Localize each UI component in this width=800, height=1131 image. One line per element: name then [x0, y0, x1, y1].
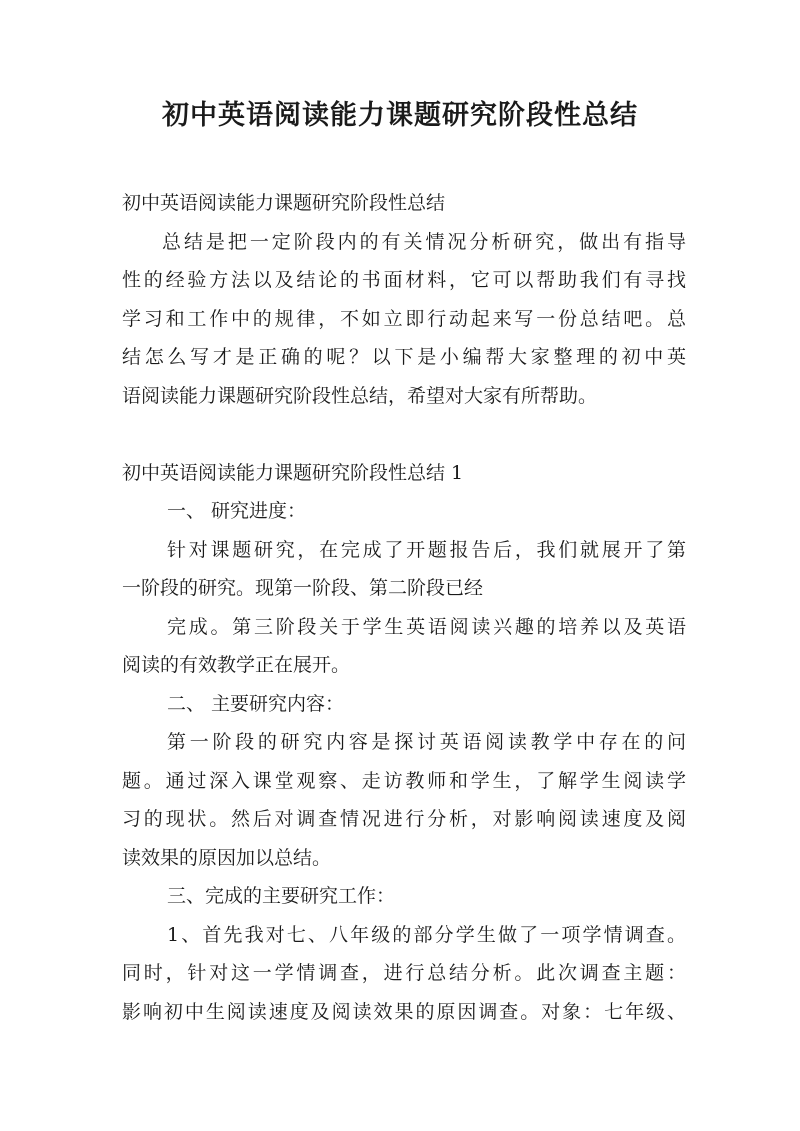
intro-heading: 初中英语阅读能力课题研究阶段性总结 [122, 192, 446, 214]
paragraph-line: 总结是把一定阶段内的有关情况分析研究，做出有指导 [162, 230, 686, 253]
paragraph-line: 同时，针对这一学情调查，进行总结分析。此次调查主题： [122, 962, 686, 984]
document-title: 初中英语阅读能力课题研究阶段性总结 [162, 100, 638, 131]
section-heading: 初中英语阅读能力课题研究阶段性总结 1 [122, 461, 464, 484]
paragraph-line: 第一阶段的研究内容是探讨英语阅读教学中存在的问 [167, 731, 686, 753]
paragraph-line: 1、首先我对七、八年级的部分学生做了一项学情调查。 [167, 923, 686, 946]
paragraph-line: 结怎么写才是正确的呢？以下是小编帮大家整理的初中英 [122, 346, 686, 368]
paragraph-gap [122, 415, 686, 454]
paragraph-line: 题。通过深入课堂观察、走访教师和学生，了解学生阅读学 [122, 769, 686, 792]
paragraph-line: 语阅读能力课题研究阶段性总结，希望对大家有所帮助。 [122, 384, 598, 407]
subsection-heading: 三、完成的主要研究工作： [167, 885, 396, 907]
paragraph-line: 一阶段的研究。现第一阶段、第二阶段已经 [122, 577, 484, 599]
paragraph-line: 针对课题研究，在完成了开题报告后，我们就展开了第 [167, 538, 686, 561]
paragraph-line: 阅读的有效教学正在展开。 [122, 654, 351, 676]
paragraph-line: 习的现状。然后对调查情况进行分析，对影响阅读速度及阅 [122, 808, 686, 830]
subsection-heading: 一、 研究进度： [167, 500, 307, 522]
document-body [122, 184, 686, 1031]
subsection-heading: 二、 主要研究内容： [167, 692, 345, 715]
paragraph-line: 性的经验方法以及结论的书面材料，它可以帮助我们有寻找 [122, 269, 686, 291]
paragraph-line: 学习和工作中的规律，不如立即行动起来写一份总结吧。总 [122, 307, 686, 330]
paragraph-line: 影响初中生阅读速度及阅读效果的原因调查。对象：七年级、 [122, 1000, 686, 1023]
paragraph-line: 完成。第三阶段关于学生英语阅读兴趣的培养以及英语 [167, 615, 686, 638]
paragraph-line: 读效果的原因加以总结。 [122, 846, 332, 869]
